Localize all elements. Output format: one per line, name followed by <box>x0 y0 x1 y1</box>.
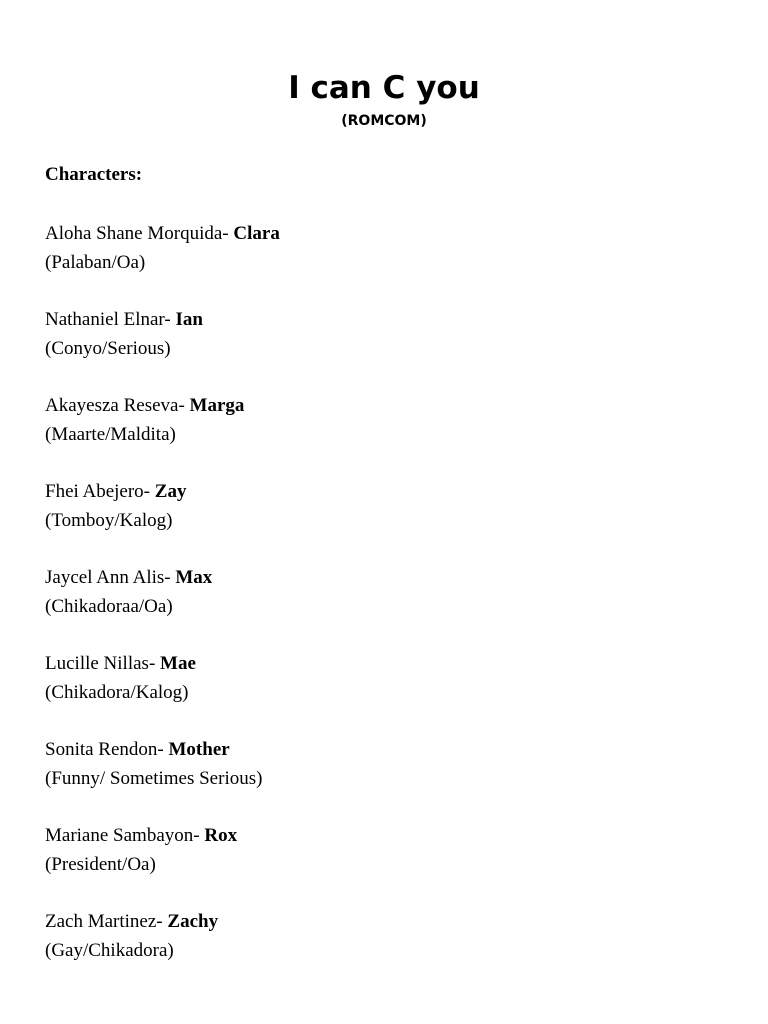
cast-list <box>45 220 280 994</box>
cast-entry <box>45 736 280 822</box>
cast-name-line <box>45 908 280 937</box>
cast-name-line <box>45 392 280 421</box>
character-role: Clara <box>233 223 280 244</box>
cast-entry <box>45 392 280 478</box>
cast-entry <box>45 478 280 564</box>
character-description: (Chikadoraa/Oa) <box>45 595 173 617</box>
cast-name-line <box>45 306 280 335</box>
character-role: Max <box>175 567 213 588</box>
actor-name: Jaycel Ann Alis- <box>45 567 176 588</box>
character-role: Mae <box>160 653 196 674</box>
character-description: (Funny/ Sometimes Serious) <box>45 767 263 789</box>
cast-entry <box>45 306 280 392</box>
character-description: (Conyo/Serious) <box>45 337 171 359</box>
cast-entry <box>45 220 280 306</box>
cast-entry <box>45 650 280 736</box>
character-role: Ian <box>175 309 203 330</box>
character-description: (Chikadora/Kalog) <box>45 681 189 703</box>
actor-name: Aloha Shane Morquida- <box>45 223 234 244</box>
cast-name-line <box>45 478 280 507</box>
actor-name: Nathaniel Elnar- <box>45 309 176 330</box>
cast-name-line <box>45 736 280 765</box>
character-description: (President/Oa) <box>45 853 156 875</box>
actor-name: Akayesza Reseva- <box>45 395 190 416</box>
cast-entry <box>45 822 280 908</box>
cast-entry <box>45 908 280 994</box>
characters-heading: Characters: <box>45 164 143 185</box>
cast-name-line <box>45 564 280 593</box>
character-description: (Tomboy/Kalog) <box>45 509 173 531</box>
character-description: (Gay/Chikadora) <box>45 939 174 961</box>
character-role: Zachy <box>167 911 219 932</box>
cast-name-line <box>45 220 280 249</box>
cast-name-line <box>45 822 280 851</box>
actor-name: Mariane Sambayon- <box>45 825 205 846</box>
character-description: (Palaban/Oa) <box>45 251 146 273</box>
character-role: Rox <box>204 825 238 846</box>
actor-name: Sonita Rendon- <box>45 739 169 760</box>
cast-name-line <box>45 650 280 679</box>
character-role: Mother <box>168 739 230 760</box>
document-title: I can C you <box>288 70 480 106</box>
actor-name: Lucille Nillas- <box>45 653 161 674</box>
actor-name: Zach Martinez- <box>45 911 168 932</box>
actor-name: Fhei Abejero- <box>45 481 155 502</box>
cast-entry <box>45 564 280 650</box>
character-role: Marga <box>189 395 245 416</box>
character-role: Zay <box>154 481 187 502</box>
character-description: (Maarte/Maldita) <box>45 423 176 445</box>
document-subtitle: (ROMCOM) <box>341 113 427 129</box>
